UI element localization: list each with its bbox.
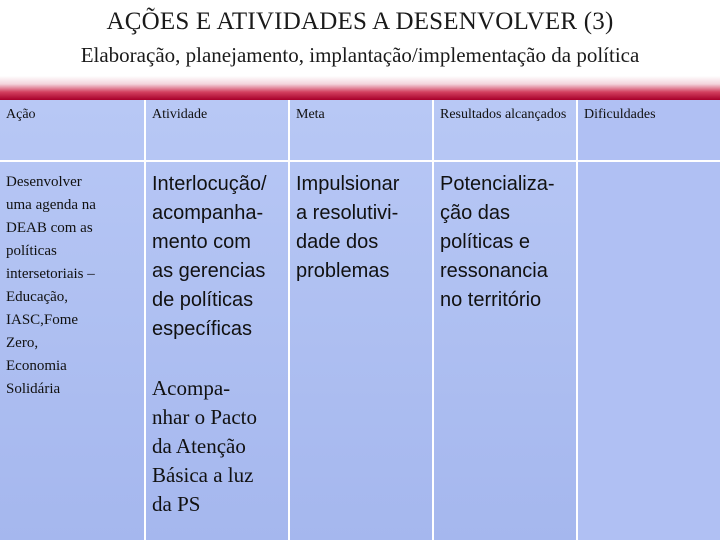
acao-line: Economia — [6, 358, 67, 374]
resultados-text — [440, 170, 570, 315]
resultados-line: ressonancia — [440, 260, 548, 282]
atividade-line: acompanha- — [152, 202, 264, 224]
acao-line: políticas — [6, 243, 57, 259]
atividade-line: de políticas — [152, 289, 254, 311]
actions-table — [0, 100, 720, 540]
cell-dificuldades — [578, 162, 720, 540]
acao-line: Solidária — [6, 381, 61, 397]
acao-line: DEAB com as — [6, 220, 93, 236]
acao-line: Educação, — [6, 289, 69, 305]
meta-line: problemas — [296, 260, 390, 282]
table-header-row — [0, 100, 720, 160]
atividade-item-1 — [152, 170, 282, 344]
meta-line: Impulsionar — [296, 173, 400, 195]
atividade-line: Acompa- — [152, 376, 231, 400]
column-divider — [288, 100, 290, 540]
cell-resultados — [434, 162, 576, 540]
column-divider — [432, 100, 434, 540]
meta-line: a resolutivi- — [296, 202, 399, 224]
header-resultados: Resultados alcançados — [440, 107, 567, 122]
resultados-line: Potencializa- — [440, 173, 555, 195]
atividade-line: Básica a luz — [152, 463, 254, 487]
column-divider — [576, 100, 578, 540]
atividade-line: específicas — [152, 318, 253, 340]
acao-line: IASC,Fome — [6, 312, 79, 328]
header-acao: Ação — [6, 107, 36, 122]
atividade-line: nhar o Pacto — [152, 405, 257, 429]
atividade-line: mento com — [152, 231, 251, 253]
header-dificuldades: Dificuldades — [578, 100, 720, 160]
meta-line: dade dos — [296, 231, 379, 253]
acao-line: Zero, — [6, 335, 39, 351]
column-divider — [144, 100, 146, 540]
acao-line: uma agenda na — [6, 197, 96, 213]
slide-title: AÇÕES E ATIVIDADES A DESENVOLVER (3) — [106, 8, 614, 35]
resultados-line: no território — [440, 289, 542, 311]
header-atividade: Atividade — [152, 107, 208, 122]
resultados-line: ção das — [440, 202, 511, 224]
header-meta: Meta — [296, 107, 325, 122]
meta-text — [296, 170, 426, 286]
cell-acao — [0, 162, 144, 540]
table-row — [0, 162, 720, 540]
acao-text — [6, 171, 138, 401]
atividade-line: da Atenção — [152, 434, 246, 458]
atividade-line: da PS — [152, 492, 201, 516]
acao-line: Desenvolver — [6, 174, 82, 190]
resultados-line: políticas e — [440, 231, 531, 253]
atividade-item-2 — [152, 374, 282, 519]
acao-line: intersetoriais – — [6, 266, 95, 282]
cell-meta — [290, 162, 432, 540]
cell-atividade — [146, 162, 288, 540]
atividade-line: Interlocução/ — [152, 173, 267, 195]
atividade-line: as gerencias — [152, 260, 266, 282]
slide-header — [0, 0, 720, 100]
slide-subtitle: Elaboração, planejamento, implantação/implementação da política — [80, 43, 640, 67]
